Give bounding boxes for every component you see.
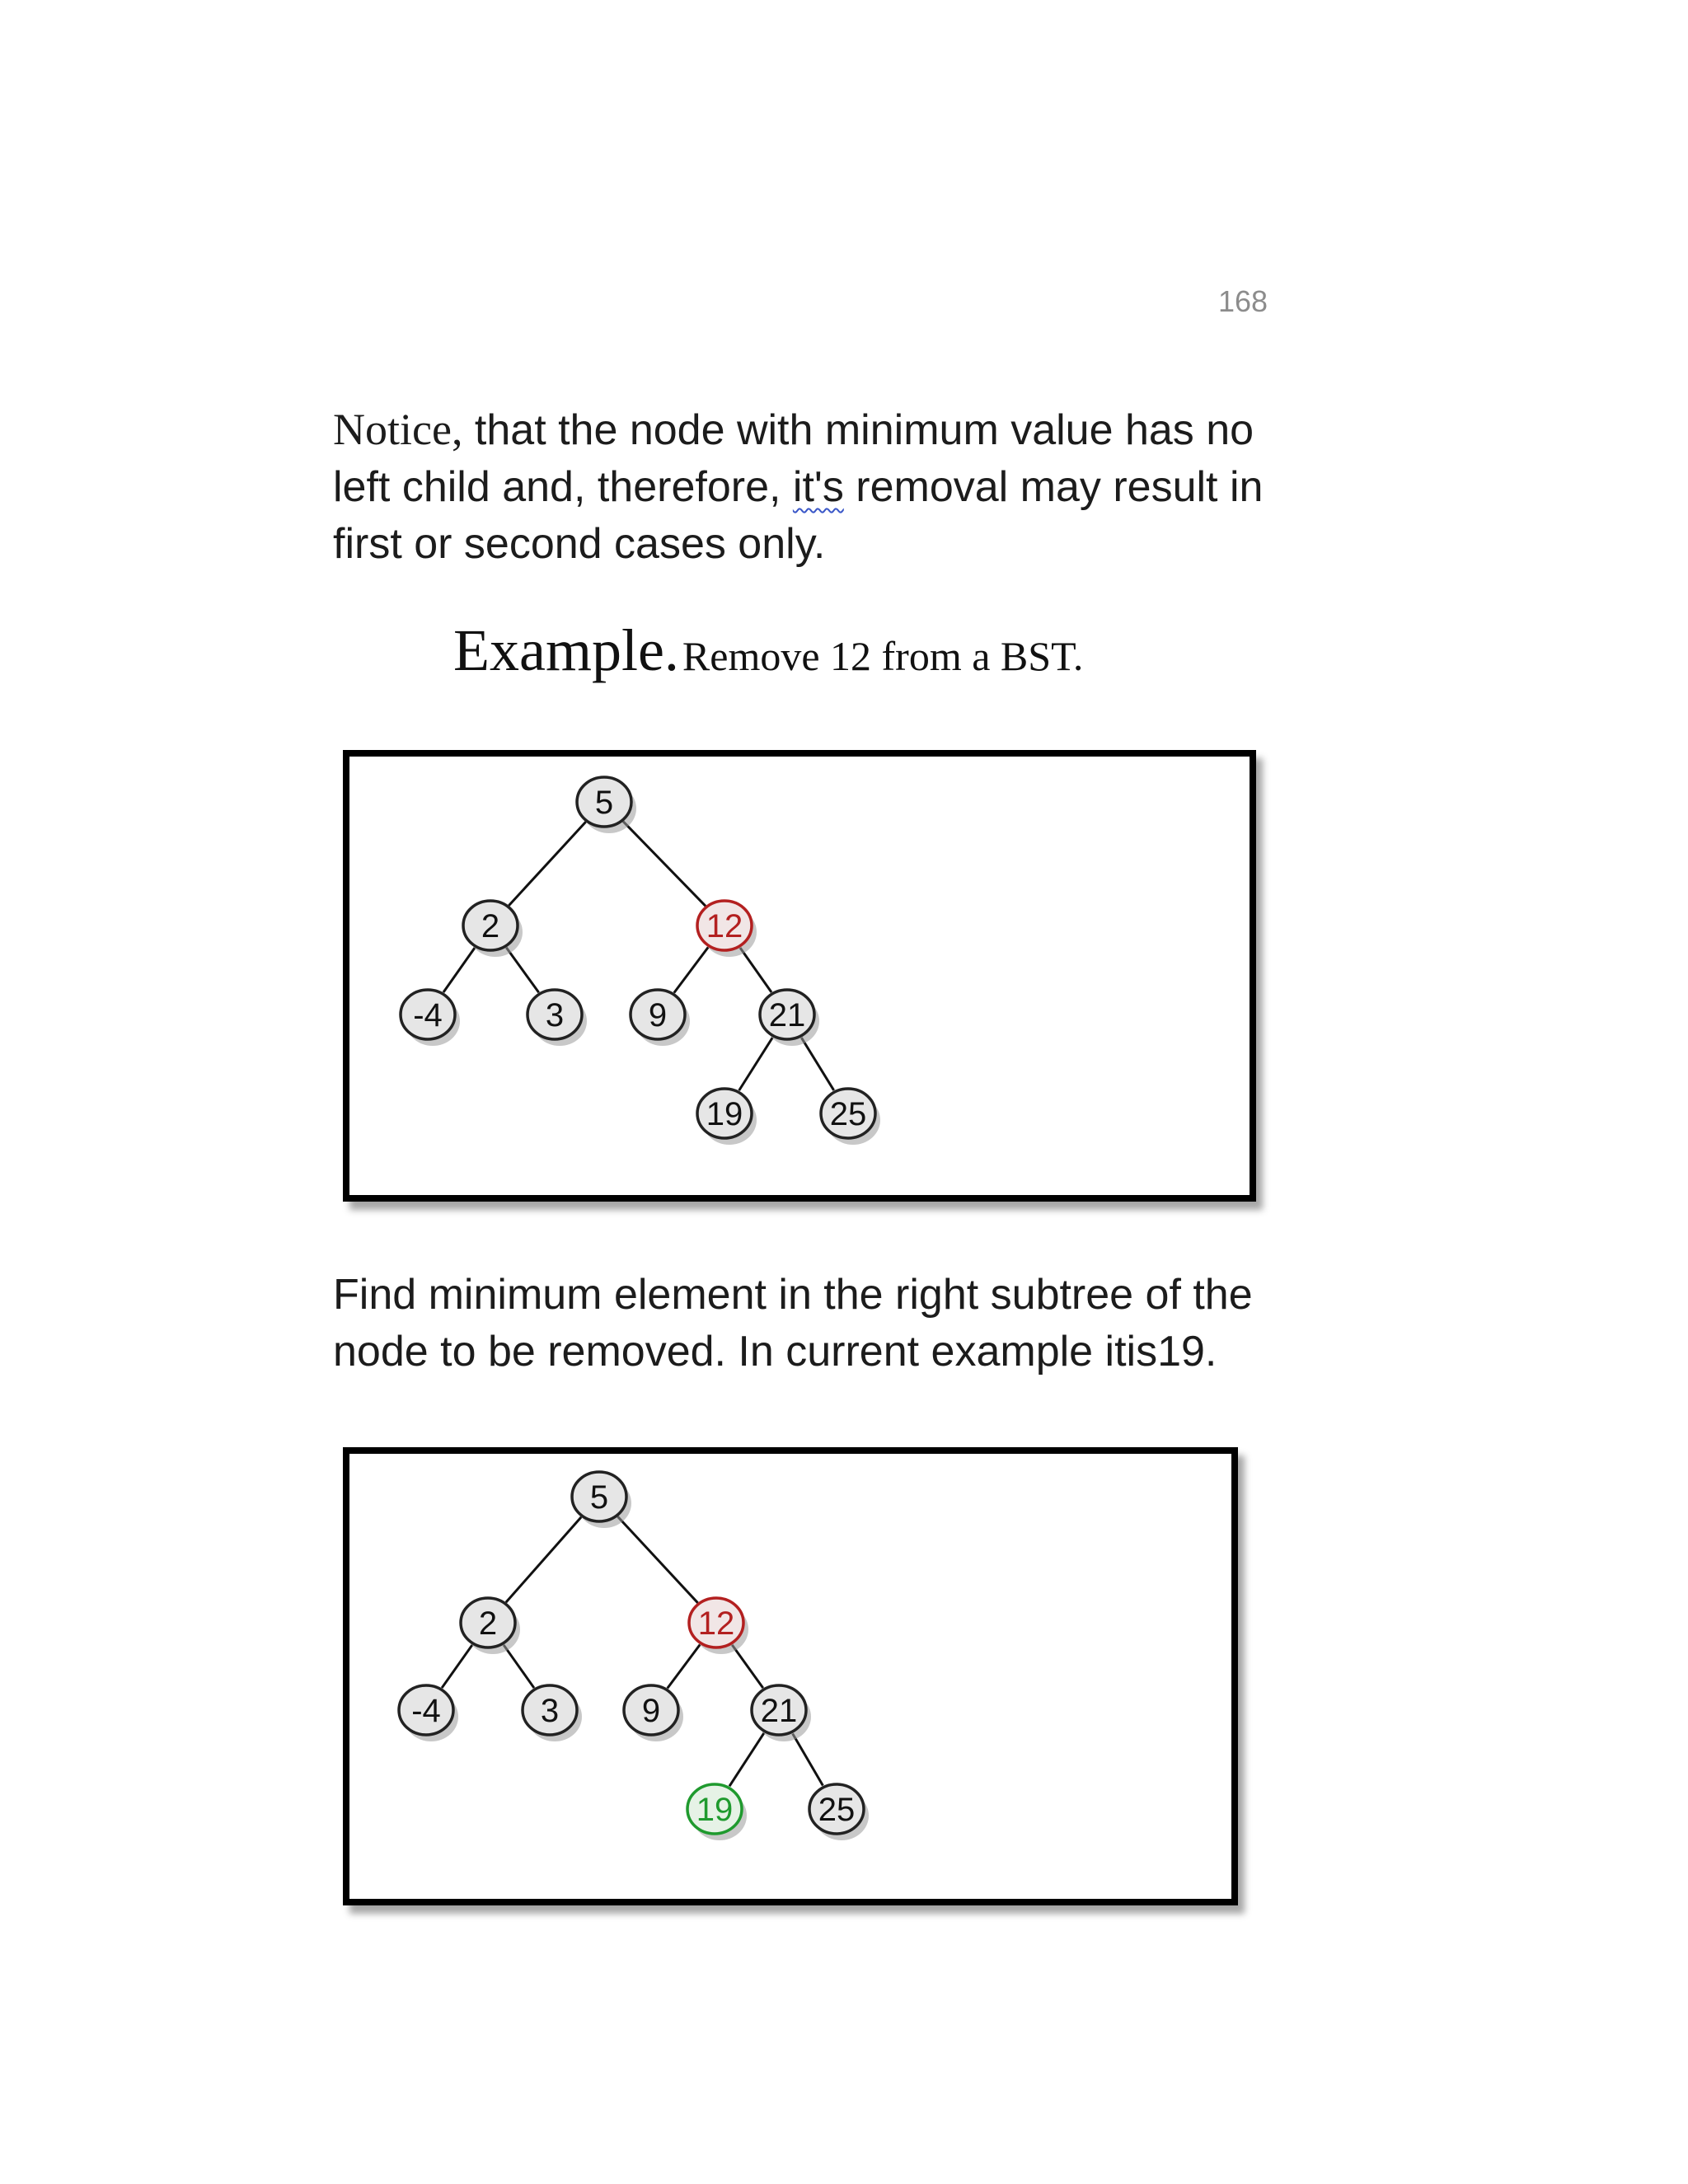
paragraph-find-minimum: Find minimum element in the right subtree of the node to be removed. In current example itis19.: [333, 1271, 1253, 1376]
node-label: 5: [589, 1479, 609, 1516]
tree-node: [577, 777, 636, 833]
tree-edge: [617, 1516, 697, 1603]
paragraph-notice: [333, 401, 1289, 573]
node-label: 12: [706, 908, 743, 944]
tree-node: [523, 1685, 582, 1741]
tree-edge: [668, 1644, 701, 1688]
tree-edge: [729, 1733, 764, 1787]
tree-node: [399, 1685, 458, 1741]
tree-node: [528, 990, 587, 1046]
tree-edge: [506, 948, 538, 992]
node-label: 3: [540, 1693, 560, 1729]
tree-edge: [732, 1645, 763, 1688]
bst-tree-2: [349, 1454, 1231, 1899]
node-label: 19: [696, 1792, 734, 1828]
node-label: 21: [768, 997, 806, 1033]
tree-node: [572, 1472, 631, 1528]
paragraph-notice-text-end: removal may result in first or second cases only.: [333, 463, 1264, 568]
example-text: Remove 12 from a BST.: [682, 633, 1084, 679]
tree-edge: [443, 948, 475, 992]
tree-edge: [506, 1517, 581, 1603]
node-label: 25: [829, 1096, 867, 1132]
tree-node: [809, 1784, 869, 1840]
tree-node: [631, 990, 690, 1046]
tree-node: [463, 901, 523, 957]
node-label: -4: [411, 1693, 441, 1729]
tree-node: [401, 990, 460, 1046]
node-label: 9: [641, 1693, 661, 1729]
node-label: 5: [594, 785, 614, 821]
tree-edge: [739, 1038, 773, 1090]
node-label: 12: [697, 1605, 735, 1642]
tree-node: [687, 1784, 747, 1840]
tree-edge: [623, 822, 706, 907]
tree-node: [821, 1089, 880, 1145]
tree-node: [697, 1089, 757, 1145]
node-label: 2: [481, 908, 500, 944]
node-label: 3: [545, 997, 565, 1033]
tree-node: [752, 1685, 811, 1741]
node-label: 25: [818, 1792, 856, 1828]
tree-edge: [801, 1038, 833, 1090]
bst-diagram-1: [343, 750, 1256, 1202]
example-heading: [453, 616, 1083, 685]
node-label: -4: [413, 997, 443, 1033]
tree-node: [624, 1685, 683, 1741]
bst-tree-1: [349, 757, 1250, 1195]
tree-edge: [442, 1645, 472, 1688]
page-number: 168: [1218, 284, 1268, 318]
spellcheck-word: it's: [792, 463, 844, 511]
notice-word: Notice,: [333, 405, 463, 454]
tree-edge: [504, 1645, 534, 1688]
node-label: 21: [760, 1693, 798, 1729]
node-label: 2: [478, 1605, 498, 1642]
tree-node: [760, 990, 819, 1046]
node-label: 9: [648, 997, 668, 1033]
tree-edge: [509, 822, 585, 905]
paragraph-notice-text: that the node with minimum value has no left child and, therefore,: [333, 406, 1254, 511]
tree-edge: [793, 1734, 823, 1786]
node-label: 19: [706, 1096, 743, 1132]
bst-diagram-2: [343, 1447, 1238, 1905]
tree-edge: [740, 948, 771, 992]
tree-node: [461, 1598, 520, 1654]
example-label: Example.: [453, 617, 679, 683]
tree-edge: [674, 947, 708, 992]
